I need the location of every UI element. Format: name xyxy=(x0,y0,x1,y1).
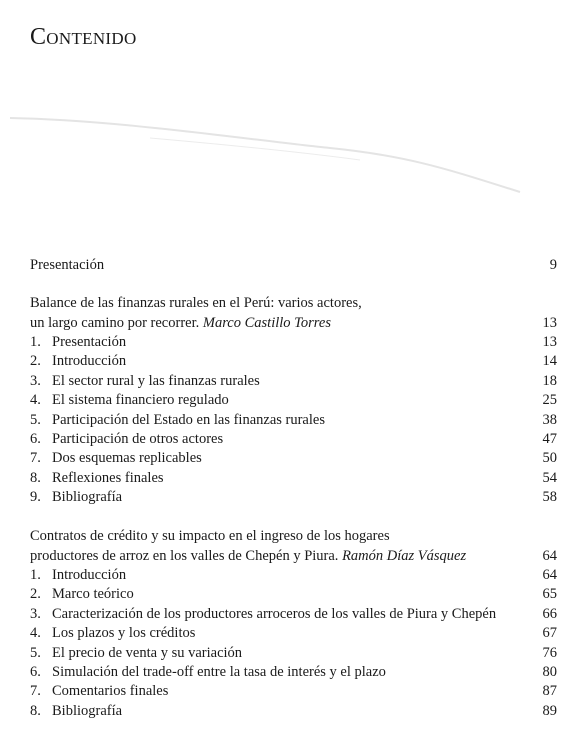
page-title: Contenido xyxy=(30,24,137,50)
section-title-continued xyxy=(30,546,466,566)
toc-item xyxy=(30,429,557,449)
toc-item-title: Presentación xyxy=(52,334,127,350)
toc-item-number: 6. xyxy=(30,431,41,447)
toc-page-number: 65 xyxy=(542,586,557,603)
toc-item-title: Caracterización de los productores arroceros de los valles de Piura y Chepén xyxy=(52,605,497,622)
toc-item-number: 5. xyxy=(30,411,41,428)
toc-item-number: 7. xyxy=(30,683,41,700)
toc-item-title: Bibliografía xyxy=(52,702,123,719)
toc-page-number: 76 xyxy=(542,644,557,661)
toc-item-title: Comentarios finales xyxy=(52,683,169,700)
toc-page-number: 50 xyxy=(542,450,557,467)
toc-page-number: 58 xyxy=(542,489,557,506)
toc-page-number: 25 xyxy=(542,392,557,409)
toc-item-number: 7. xyxy=(30,450,41,467)
section-2-title-line-1 xyxy=(30,526,557,546)
toc-item-title: Simulación del trade-off entre la tasa de interés y el plazo xyxy=(52,664,386,680)
section-title-text: productores de arroz en los valles de Chepén y Piura. xyxy=(30,548,339,564)
toc-item xyxy=(30,371,557,391)
toc-page-number: 66 xyxy=(542,605,557,622)
toc-item-title: Introducción xyxy=(52,353,127,370)
toc-item xyxy=(30,565,557,585)
toc-item xyxy=(30,468,557,488)
toc-page-number: 13 xyxy=(542,315,557,331)
toc-entry-presentacion xyxy=(30,255,557,275)
toc-item xyxy=(30,390,557,410)
toc-item-number: 9. xyxy=(30,489,41,506)
toc-item xyxy=(30,701,557,721)
section-title-text: un largo camino por recorrer. xyxy=(30,315,200,331)
toc-item xyxy=(30,681,557,701)
toc-item-number: 3. xyxy=(30,372,41,389)
section-1-title-line-1 xyxy=(30,293,557,313)
toc-item xyxy=(30,643,557,663)
toc-item-title: Bibliografía xyxy=(52,489,123,506)
toc-item-number: 4. xyxy=(30,392,41,409)
section-1-title-line-2 xyxy=(30,313,557,333)
toc-page-number: 38 xyxy=(542,411,557,428)
section-author: Ramón Díaz Vásquez xyxy=(342,548,467,564)
section-2-title-line-2 xyxy=(30,546,557,566)
toc-page-number: 67 xyxy=(542,625,557,642)
section-title: Balance de las finanzas rurales en el Perú: varios actores, xyxy=(30,295,362,311)
toc-item-title: Marco teórico xyxy=(52,586,134,603)
toc-page-number: 9 xyxy=(549,257,557,273)
toc-item-title: Participación de otros actores xyxy=(52,431,224,447)
toc-item-title: El sector rural y las finanzas rurales xyxy=(52,372,260,389)
toc-item-title: Introducción xyxy=(52,567,127,583)
toc-entry-title: Presentación xyxy=(30,257,105,273)
scan-streak xyxy=(0,100,570,250)
toc-item-number: 1. xyxy=(30,567,41,583)
toc-page-number: 47 xyxy=(542,431,557,447)
toc-item-number: 8. xyxy=(30,702,41,719)
toc-item xyxy=(30,604,557,624)
toc-item-number: 3. xyxy=(30,605,41,622)
toc-page-number: 80 xyxy=(542,664,557,680)
toc-page-number: 64 xyxy=(542,548,557,564)
toc-item xyxy=(30,410,557,430)
toc-page-number: 13 xyxy=(542,334,557,350)
toc-item xyxy=(30,662,557,682)
toc-item-title: Los plazos y los créditos xyxy=(52,625,196,642)
toc-item-number: 4. xyxy=(30,625,41,642)
toc-item xyxy=(30,623,557,643)
toc-item-title: Reflexiones finales xyxy=(52,469,164,486)
toc-item-title: Dos esquemas replicables xyxy=(52,450,202,467)
toc-page-number: 64 xyxy=(542,567,557,583)
section-title-continued xyxy=(30,313,331,333)
toc-page-number: 14 xyxy=(542,353,557,370)
toc-item-title: El sistema financiero regulado xyxy=(52,392,229,409)
toc-item-title: El precio de venta y su variación xyxy=(52,644,243,661)
section-author: Marco Castillo Torres xyxy=(202,315,331,331)
toc-item-number: 5. xyxy=(30,644,41,661)
toc-item xyxy=(30,487,557,507)
toc-item xyxy=(30,332,557,352)
section-title: Contratos de crédito y su impacto en el ingreso de los hogares xyxy=(30,528,390,544)
toc-item-number: 6. xyxy=(30,664,41,680)
toc-item-number: 2. xyxy=(30,353,41,370)
toc-page-number: 89 xyxy=(542,702,557,719)
toc-item-number: 8. xyxy=(30,469,41,486)
toc-item-number: 1. xyxy=(30,334,41,350)
toc-item xyxy=(30,448,557,468)
toc-item-title: Participación del Estado en las finanzas rurales xyxy=(52,411,325,428)
toc-page-number: 18 xyxy=(542,372,557,389)
toc-item xyxy=(30,351,557,371)
toc-page-number: 87 xyxy=(542,683,557,700)
toc-item xyxy=(30,584,557,604)
toc-item-number: 2. xyxy=(30,586,41,603)
toc-page-number: 54 xyxy=(542,469,557,486)
